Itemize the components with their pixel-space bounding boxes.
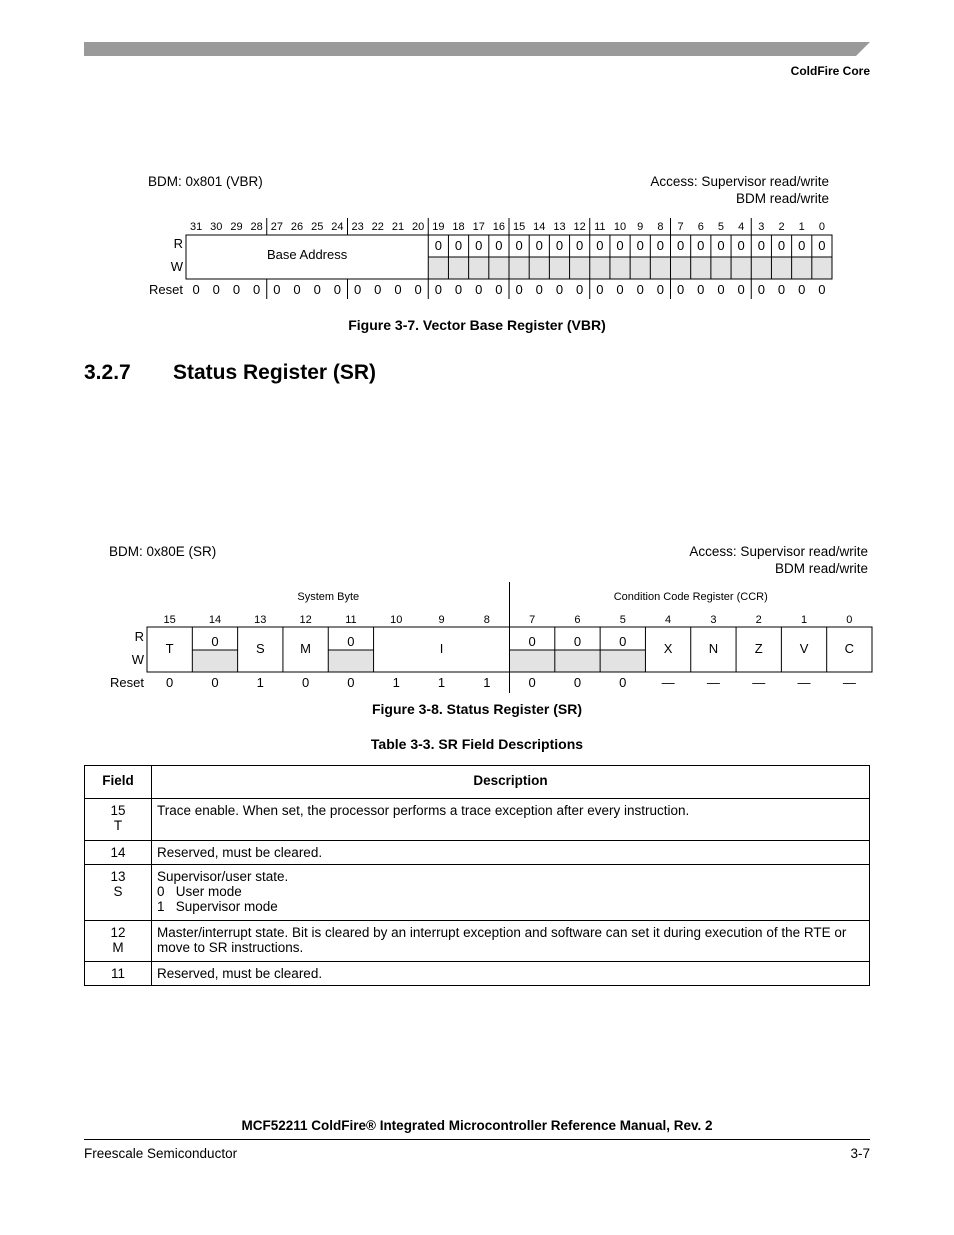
vbr-write-cell-reserved [711,257,731,279]
vbr-reset-value: 0 [293,282,301,297]
vbr-field-base-address: Base Address [267,247,348,262]
section-title: Status Register (SR) [173,361,377,384]
vbr-write-cell-reserved [731,257,751,279]
vbr-read-value: 0 [596,238,604,253]
vbr-write-cell-reserved [812,257,832,279]
vbr-bdm-address: BDM: 0x801 (VBR) [148,174,263,189]
sr-row-label-reset: Reset [110,675,144,690]
sr-reset-value: 0 [528,675,536,690]
sr-field-label: 0 [573,634,582,649]
vbr-bit-number: 14 [533,221,546,233]
footer-company: Freescale Semiconductor [84,1146,238,1161]
vbr-bit-number: 5 [717,221,725,233]
vbr-bit-number: 27 [270,221,283,233]
vbr-bit-number: 12 [573,221,586,233]
vbr-bit-number: 24 [331,221,344,233]
sr-reset-value: — [797,675,811,690]
vbr-reset-value: 0 [414,282,422,297]
vbr-read-value: 0 [656,238,665,253]
vbr-reset-value: 0 [757,282,765,297]
table-row [85,865,870,921]
description-option: 1 Supervisor mode [157,899,278,914]
sr-bit-number: 3 [710,614,717,626]
vbr-reset-value: 0 [535,282,543,297]
table-row [85,962,870,986]
vbr-reset-value: 0 [676,282,685,297]
vbr-reset-value: 0 [798,282,806,297]
vbr-read-value: 0 [555,238,564,253]
vbr-write-cell-reserved [751,257,771,279]
sr-bit-number: 10 [390,614,403,626]
vbr-bit-number: 15 [512,221,526,233]
sr-caption: Figure 3-8. Status Register (SR) [371,701,583,717]
sr-bit-number: 5 [619,614,626,626]
vbr-read-value: 0 [777,238,786,253]
description-text: Supervisor/user state. [157,869,289,884]
vbr-bit-number: 10 [613,221,627,233]
vbr-read-value: 0 [454,238,463,253]
vbr-reset-value: 0 [656,282,665,297]
sr-access-line2: BDM read/write [774,561,868,576]
vbr-write-cell-reserved [489,257,509,279]
vbr-write-cell-reserved [549,257,569,279]
sr-field-label: Z [754,641,763,656]
sr-field-label: I [439,641,444,656]
sr-field-label: V [799,641,809,656]
vbr-bit-number: 7 [677,221,684,233]
sr-reset-value: 0 [347,675,355,690]
sr-field-label: T [165,641,174,656]
vbr-write-cell-reserved [771,257,791,279]
header-title: ColdFire Core [790,64,870,78]
sr-reset-value: 1 [392,675,400,690]
vbr-write-cell-reserved [448,257,468,279]
sr-field-label: N [708,641,719,656]
vbr-bit-number: 2 [778,221,785,233]
vbr-row-label-r: R [173,236,183,251]
vbr-write-cell-reserved [650,257,670,279]
description-text: Reserved, must be cleared. [157,845,323,860]
vbr-reset-value: 0 [495,282,503,297]
field-cell [85,865,152,921]
sr-bdm-address: BDM: 0x80E (SR) [109,544,217,559]
sr-reset-value: 1 [256,675,264,690]
field-name: M [112,940,124,955]
description-cell [152,841,870,865]
sr-bit-number: 2 [755,614,762,626]
section-number: 3.2.7 [84,361,131,384]
vbr-bit-number: 8 [657,221,664,233]
vbr-bit-number: 6 [697,221,704,233]
vbr-write-cell-reserved [529,257,549,279]
vbr-reset-value: 0 [454,282,463,297]
column-header-field: Field [85,766,152,799]
vbr-reset-value: 0 [253,282,261,297]
sr-access-line1: Access: Supervisor read/write [689,544,868,559]
vbr-row-label-reset: Reset [149,282,183,297]
sr-reset-value: 0 [166,675,174,690]
field-cell [85,962,152,986]
field-bit-number: 15 [110,803,126,818]
vbr-read-value: 0 [818,238,826,253]
sr-reset-value: 1 [483,675,491,690]
vbr-bit-number: 3 [758,221,765,233]
sr-field-label: M [300,641,312,656]
vbr-reset-value: 0 [333,282,342,297]
field-bit-number: 13 [110,869,126,884]
vbr-reset-value: 0 [434,282,442,297]
vbr-reset-value: 0 [555,282,564,297]
column-header-description: Description [152,766,870,799]
field-name: T [113,818,123,833]
sr-bit-number: 6 [574,614,581,626]
vbr-read-value: 0 [515,238,523,253]
description-text: Trace enable. When set, the processor performs a trace exception after every instruction. [157,803,690,818]
sr-bit-number: 7 [529,614,536,626]
vbr-reset-value: 0 [697,282,705,297]
vbr-read-value: 0 [475,238,483,253]
vbr-reset-value: 0 [576,282,584,297]
vbr-reset-value: 0 [717,282,725,297]
vbr-bit-number: 30 [210,221,223,233]
sr-reset-value: — [661,675,675,690]
vbr-row-label-w: W [170,259,183,274]
description-option: 0 User mode [157,884,242,899]
vbr-bit-number: 31 [189,221,203,233]
sr-bit-number: 9 [438,614,445,626]
field-cell [85,921,152,962]
vbr-read-value: 0 [495,238,503,253]
vbr-write-cell-reserved [469,257,489,279]
vbr-read-value: 0 [676,238,685,253]
header-bar [84,42,870,56]
vbr-bit-number: 9 [637,221,644,233]
vbr-reset-value: 0 [777,282,786,297]
vbr-bit-number: 4 [738,221,745,233]
sr-field-label: S [255,641,265,656]
sr-reset-value: 1 [437,675,446,690]
vbr-reset-value: 0 [212,282,220,297]
vbr-reset-value: 0 [374,282,382,297]
sr-register-diagram [0,580,954,695]
vbr-reset-value: 0 [636,282,644,297]
vbr-write-cell-reserved [428,257,448,279]
vbr-bit-number: 13 [553,221,566,233]
vbr-read-value: 0 [757,238,765,253]
vbr-write-cell-reserved [590,257,610,279]
table-row [85,799,870,841]
sr-row-label-r: R [134,629,144,644]
vbr-read-value: 0 [535,238,543,253]
vbr-read-value: 0 [434,238,442,253]
sr-bit-number: 15 [163,614,176,626]
vbr-reset-value: 0 [353,282,362,297]
sr-reset-value: 0 [619,675,627,690]
table-row [85,841,870,865]
sr-bit-number: 4 [665,614,672,626]
sr-bit-number: 8 [483,614,490,626]
sr-field-label: 0 [528,634,536,649]
vbr-read-value: 0 [798,238,806,253]
field-bit-number: 12 [110,925,126,940]
sr-reset-value: — [706,675,720,690]
vbr-reset-value: 0 [192,282,200,297]
vbr-bit-number: 18 [452,221,465,233]
sr-bit-number: 13 [254,614,267,626]
sr-reset-value: 0 [301,675,310,690]
vbr-bit-number: 26 [290,221,304,233]
description-cell [152,921,870,962]
vbr-reset-value: 0 [475,282,483,297]
footer-manual-title: MCF52211 ColdFire® Integrated Microcontroller Reference Manual, Rev. 2 [241,1118,713,1133]
vbr-write-cell-reserved [570,257,590,279]
vbr-write-cell-reserved [630,257,650,279]
vbr-write-cell-reserved [610,257,630,279]
vbr-write-cell-reserved [509,257,529,279]
vbr-read-value: 0 [737,238,745,253]
sr-field-label: 0 [211,634,219,649]
vbr-register-diagram [0,210,954,305]
vbr-bit-number: 11 [594,221,606,233]
vbr-caption: Figure 3-7. Vector Base Register (VBR) [348,317,606,333]
sr-ccr-label: Condition Code Register (CCR) [613,591,768,603]
vbr-access-line1: Access: Supervisor read/write [650,174,829,189]
description-text: Master/interrupt state. Bit is cleared by an interrupt exception and software can set it during execution of the RTE or move to SR instructions. [157,925,847,955]
table-row [85,921,870,962]
sr-field-label: C [844,641,855,656]
field-cell [85,841,152,865]
vbr-bit-number: 0 [818,221,825,233]
sr-write-cell-reserved [600,650,645,672]
vbr-bit-number: 21 [391,221,405,233]
sr-write-cell-reserved [328,650,373,672]
vbr-bit-number: 16 [492,221,506,233]
footer-divider [84,1139,870,1140]
sr-field-label: 0 [347,634,355,649]
vbr-bit-number: 20 [412,221,425,233]
sr-bit-number: 0 [846,614,853,626]
vbr-read-value: 0 [717,238,725,253]
description-cell [152,962,870,986]
vbr-read-value: 0 [636,238,644,253]
vbr-bit-number: 22 [371,221,384,233]
vbr-bit-number: 23 [351,221,364,233]
vbr-write-cell-reserved [691,257,711,279]
vbr-reset-value: 0 [232,282,241,297]
sr-reset-value: — [842,675,856,690]
vbr-reset-value: 0 [596,282,604,297]
field-bit-number: 14 [110,845,126,860]
field-bit-number: 11 [110,966,125,981]
vbr-write-cell-reserved [671,257,691,279]
vbr-reset-value: 0 [515,282,523,297]
description-cell [152,865,870,921]
sr-field-label: X [663,641,673,656]
vbr-write-cell-reserved [792,257,812,279]
field-name: S [113,884,123,899]
vbr-bit-number: 28 [250,221,263,233]
sr-bit-number: 12 [299,614,312,626]
sr-system-byte-label: System Byte [297,591,360,603]
vbr-bit-number: 17 [472,221,485,233]
vbr-read-value: 0 [697,238,705,253]
sr-write-cell-reserved [510,650,555,672]
description-text: Reserved, must be cleared. [157,966,323,981]
vbr-reset-value: 0 [616,282,624,297]
sr-bit-number: 14 [208,614,222,626]
sr-field-table [84,765,870,986]
vbr-bit-number: 29 [230,221,243,233]
vbr-bit-number: 25 [311,221,324,233]
footer-page-number: 3-7 [850,1146,870,1161]
vbr-read-value: 0 [576,238,584,253]
sr-reset-value: 0 [211,675,219,690]
vbr-reset-value: 0 [737,282,745,297]
sr-reset-value: 0 [573,675,582,690]
table-title: Table 3-3. SR Field Descriptions [370,736,584,752]
vbr-reset-value: 0 [818,282,826,297]
vbr-read-value: 0 [616,238,624,253]
vbr-reset-value: 0 [273,282,281,297]
vbr-bit-number: 19 [432,221,445,233]
sr-write-cell-reserved [555,650,600,672]
vbr-reset-value: 0 [313,282,321,297]
sr-bit-number: 11 [345,614,357,626]
sr-bit-number: 1 [800,614,808,626]
description-cell [152,799,870,841]
field-cell [85,799,152,841]
sr-reset-value: — [752,675,766,690]
vbr-bit-number: 1 [798,221,805,233]
sr-row-label-w: W [131,652,144,667]
vbr-reset-value: 0 [394,282,402,297]
vbr-access-line2: BDM read/write [735,191,829,206]
sr-field-label: 0 [619,634,627,649]
sr-write-cell-reserved [192,650,237,672]
